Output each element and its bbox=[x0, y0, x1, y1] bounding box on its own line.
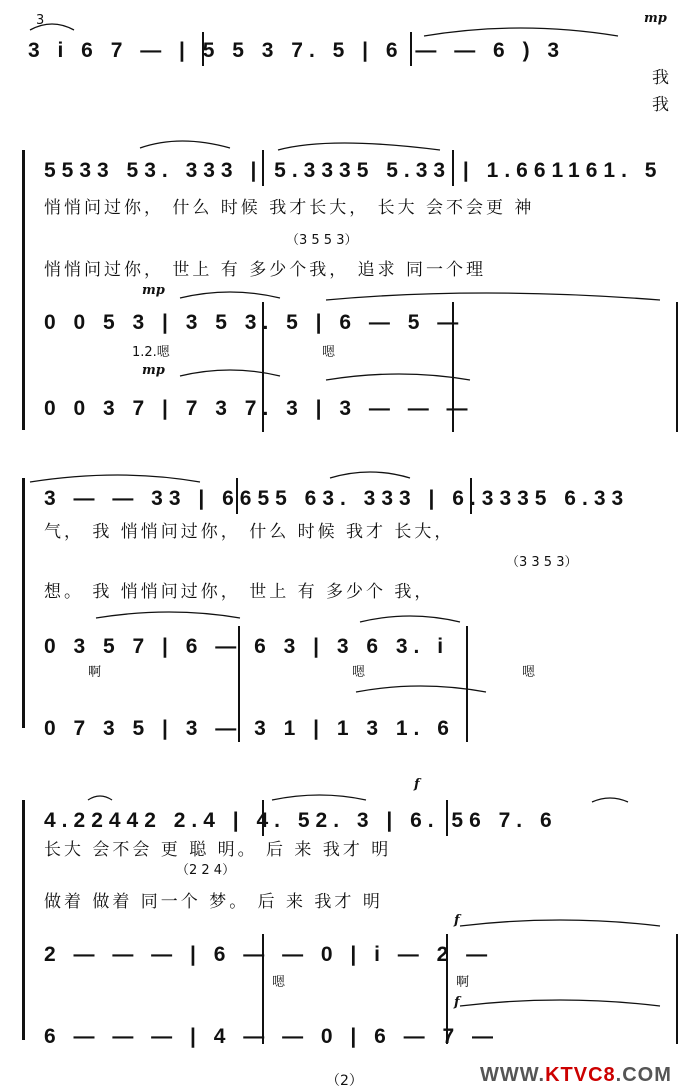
slur bbox=[278, 143, 440, 150]
system4-dynamic-2: f bbox=[454, 995, 460, 1010]
system1-dynamic: mp bbox=[644, 11, 667, 26]
slur bbox=[592, 798, 628, 802]
system2-hum1: 1.2.嗯 bbox=[132, 345, 170, 360]
system2-dynamic-1: mp bbox=[142, 283, 165, 298]
system4-hum1a: 嗯 bbox=[272, 975, 286, 990]
system4-part1: 2 — — — | 6 — — 0 | i — 2 — bbox=[44, 943, 494, 966]
system2-part1: 0 0 5 3 | 3 5 3. 5 | 6 — 5 — bbox=[44, 311, 465, 334]
system4-lyric-verse1: 长大 会不会 更 聪 明。 后 来 我才 明 bbox=[44, 840, 392, 860]
slur bbox=[96, 612, 240, 618]
system4-melody: 4.22442 2.4 | 4. 52. 3 | 6. 56 7. 6 bbox=[44, 809, 558, 832]
system4-dynamic-top: f bbox=[414, 777, 420, 792]
system4-alt-notes: （2 2 4） bbox=[176, 863, 236, 878]
slur bbox=[30, 24, 74, 30]
system2-lyric-verse2: 悄悄问过你， 世上 有 多少个我， 追求 同一个理 bbox=[44, 260, 487, 280]
system3-hum1a: 啊 bbox=[88, 665, 102, 680]
slur bbox=[180, 292, 280, 298]
system2-lyric-verse1: 悄悄问过你， 什么 时候 我才长大， 长大 会不会更 神 bbox=[44, 198, 535, 218]
system3-lyric-verse2: 想。 我 悄悄问过你， 世上 有 多少个 我， bbox=[44, 582, 435, 602]
system1-lyric-end-2: 我 bbox=[652, 95, 672, 115]
watermark-prefix: WWW. bbox=[480, 1064, 546, 1086]
system2-hum1b: 嗯 bbox=[322, 345, 336, 360]
watermark bbox=[480, 1064, 672, 1087]
slur bbox=[180, 370, 280, 376]
system2-dynamic-2: mp bbox=[142, 363, 165, 378]
slur bbox=[356, 686, 486, 692]
system4-lyric-verse2: 做着 做着 同一个 梦。 后 来 我才 明 bbox=[44, 892, 383, 912]
system2-alt-notes: （3 5 5 3） bbox=[286, 233, 358, 248]
system1-notes: 3 i 6 7 — | 5 5 3 7. 5 | 6 — — 6 ) 3 bbox=[28, 39, 566, 62]
slur bbox=[460, 920, 660, 926]
slur bbox=[140, 141, 230, 148]
slur bbox=[30, 475, 200, 482]
slur bbox=[330, 472, 410, 478]
slur bbox=[424, 28, 618, 36]
system3-alt-notes: （3 3 5 3） bbox=[506, 555, 578, 570]
system2-part2: 0 0 3 7 | 7 3 7. 3 | 3 — — — bbox=[44, 397, 474, 420]
watermark-brand: KTVC8 bbox=[545, 1064, 616, 1086]
slur bbox=[360, 616, 460, 622]
system4-dynamic-1: f bbox=[454, 913, 460, 928]
slur bbox=[326, 374, 470, 380]
system3-part2: 0 7 3 5 | 3 — 3 1 | 1 3 1. 6 bbox=[44, 717, 455, 740]
slur bbox=[326, 293, 660, 300]
watermark-suffix: .COM bbox=[615, 1064, 672, 1086]
system2-melody: 5533 53. 333 | 5.3335 5.33 | 1.661161. 5 bbox=[44, 159, 663, 182]
slur bbox=[88, 796, 112, 800]
system3-hum1c: 嗯 bbox=[522, 665, 536, 680]
system4-hum1b: 啊 bbox=[456, 975, 470, 990]
slur bbox=[272, 795, 366, 800]
system3-melody: 3 — — 33 | 6655 63. 333 | 6.3335 6.33 bbox=[44, 487, 630, 510]
system1-lyric-end-1: 我 bbox=[652, 68, 672, 88]
system3-hum1b: 嗯 bbox=[352, 665, 366, 680]
system3-lyric-verse1: 气， 我 悄悄问过你， 什么 时候 我才 长大， bbox=[44, 522, 455, 542]
system4-part2: 6 — — — | 4 — — 0 | 6 — 7 — bbox=[44, 1025, 499, 1048]
page-number: （2） bbox=[326, 1073, 363, 1089]
system3-part1: 0 3 5 7 | 6 — 6 3 | 3 6 3. i bbox=[44, 635, 450, 658]
slur bbox=[460, 1000, 660, 1006]
triplet-mark: 3 bbox=[36, 13, 45, 28]
